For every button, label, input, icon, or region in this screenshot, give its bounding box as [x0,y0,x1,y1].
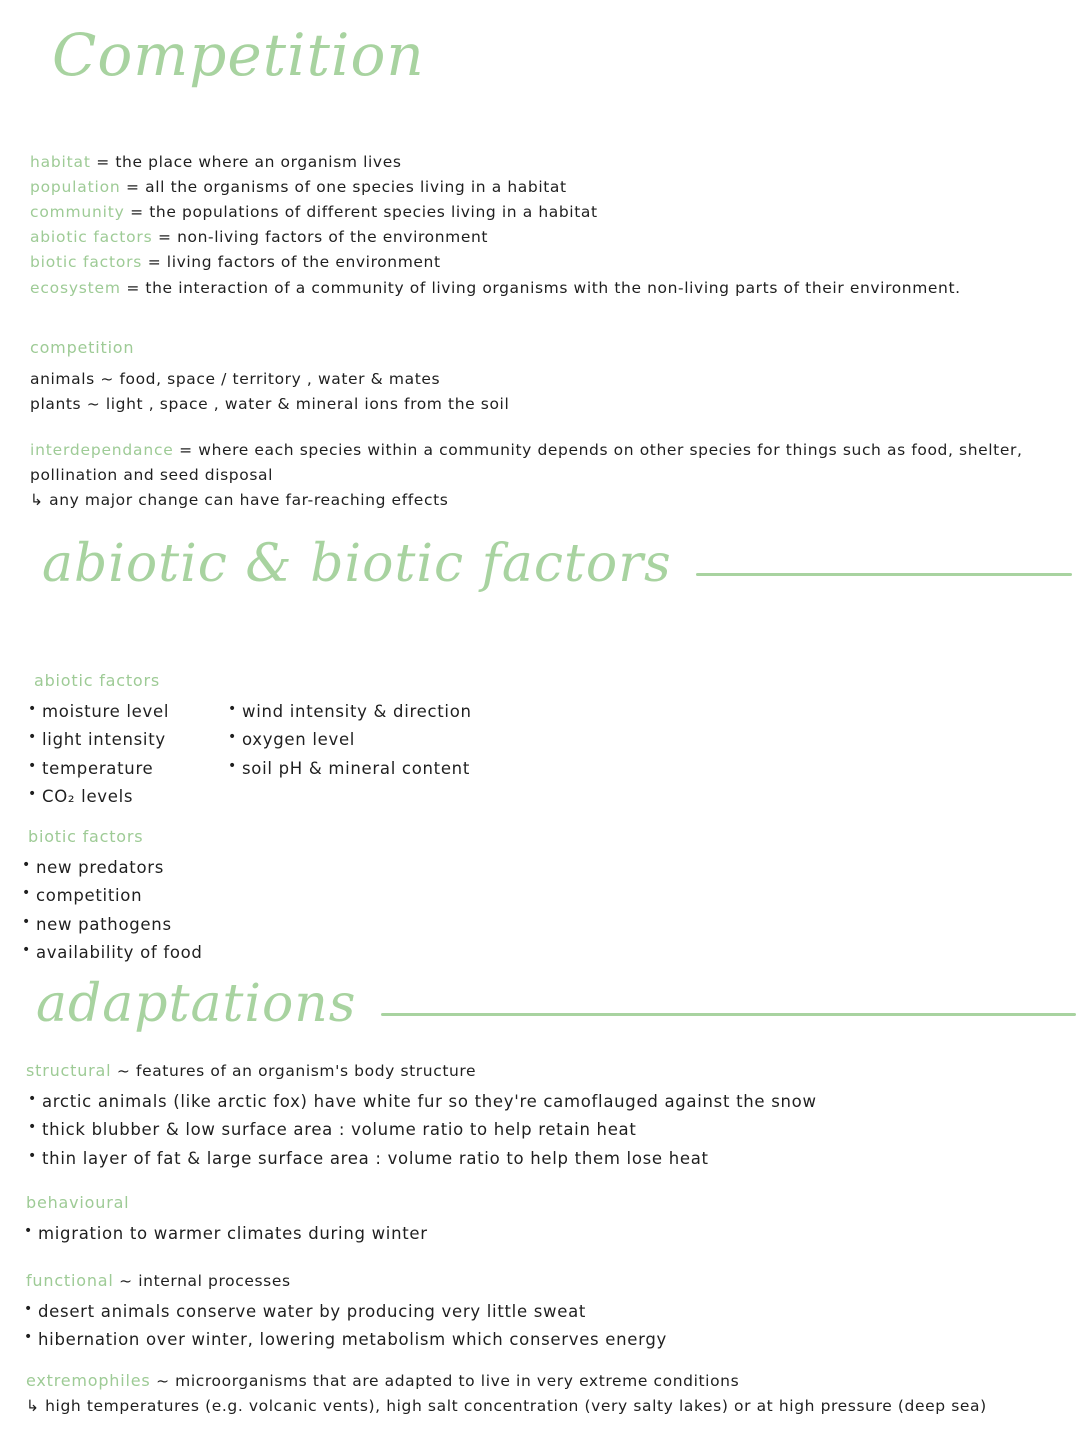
page-title: Competition [52,21,425,89]
functional-list [22,1298,1052,1355]
list-item: • competition [20,882,540,910]
list-item: • arctic animals (like arctic fox) have white fur so they're camoflauged against the snow [26,1088,1056,1116]
definition-item [30,225,1050,250]
section-title-factors: abiotic & biotic factors [42,534,672,594]
definition-text: = the place where an organism lives [96,153,402,171]
list-item: • new predators [20,854,540,882]
functional-adaptations-section [22,1268,1052,1355]
functional-heading [22,1268,1052,1294]
structural-label: structural [26,1061,112,1080]
behavioural-list [22,1220,1052,1248]
behavioural-adaptations-section [22,1190,1052,1248]
biotic-list [20,854,540,968]
definition-item [30,150,1050,175]
extremophiles-heading [26,1368,1066,1394]
interdependence-term: interdependance [30,441,174,459]
definition-text: = non-living factors of the environment [157,228,489,247]
list-item: • new pathogens [20,911,540,939]
definition-text: = all the organisms of one species living in a habitat [126,178,567,197]
list-item: • thin layer of fat & large surface area : volume ratio to help them lose heat [26,1145,1056,1173]
list-item: • temperature [26,755,226,783]
definition-term: biotic factors [30,253,143,272]
biotic-label: biotic factors [28,827,144,846]
list-item: • moisture level [26,698,226,726]
definition-text: = the populations of different species living in a habitat [130,203,598,222]
interdependence-section [30,438,1070,513]
extremophiles-section [26,1368,1066,1419]
biotic-factors-section [20,824,540,967]
extremophiles-note: ↳ high temperatures (e.g. volcanic vents), high salt concentration (very salty lakes) or at high pressure (deep sea) [26,1397,987,1416]
structural-heading [26,1058,1056,1084]
definition-item [30,175,1050,200]
list-item: • CO₂ levels [26,783,226,811]
list-item: • migration to warmer climates during winter [22,1220,1052,1248]
functional-label: functional [26,1271,114,1290]
extremophiles-term: extremophiles [26,1371,151,1390]
list-item: • availability of food [20,939,540,967]
definition-item [30,276,1050,301]
competition-section [30,335,1050,417]
definition-text: = living factors of the environment [147,253,441,272]
list-item: • desert animals conserve water by producing very little sweat [22,1298,1052,1326]
list-item: • soil pH & mineral content [226,755,646,783]
heading-rule [381,1013,1077,1016]
interdependence-note: ↳ any major change can have far-reaching effects [30,491,449,510]
abiotic-label: abiotic factors [34,671,161,690]
list-item: • thick blubber & low surface area : volume ratio to help retain heat [26,1116,1056,1144]
heading-rule [696,573,1072,576]
definition-term: ecosystem [30,278,121,297]
definition-term: population [30,178,121,197]
abiotic-factors-section [26,668,1046,811]
definition-term: abiotic factors [30,228,153,247]
list-item: • oxygen level [226,726,646,754]
factors-heading-row [42,534,1072,594]
definition-item [30,250,1050,275]
structural-adaptations-section [26,1058,1056,1173]
interdependence-text: = where each species within a community depends on other species for things such as food, shelter, pollination and seed disposal [30,441,1023,485]
definitions-list [30,150,1050,301]
behavioural-label: behavioural [26,1193,130,1212]
adaptations-heading-row [36,974,1076,1034]
definition-item [30,200,1050,225]
extremophiles-definition: ~ microorganisms that are adapted to live in very extreme conditions [156,1372,740,1390]
competition-line: animals ~ food, space / territory , water & mates [30,369,441,388]
definition-text: = the interaction of a community of living organisms with the non-living parts of their environment. [126,278,961,297]
list-item: • hibernation over winter, lowering metabolism which conserves energy [22,1326,1052,1354]
definition-term: habitat [30,153,91,171]
competition-line: plants ~ light , space , water & mineral ions from the soil [30,395,510,414]
interdependence-definition [30,438,1070,488]
structural-list [26,1088,1056,1173]
list-item: • light intensity [26,726,226,754]
competition-label: competition [30,338,135,357]
abiotic-list-left [26,698,226,812]
section-title-adaptations: adaptations [36,974,357,1034]
functional-definition: ~ internal processes [119,1272,291,1290]
abiotic-list-right [226,698,646,812]
structural-definition: ~ features of an organism's body structure [116,1062,477,1080]
list-item: • wind intensity & direction [226,698,646,726]
definition-term: community [30,203,125,222]
